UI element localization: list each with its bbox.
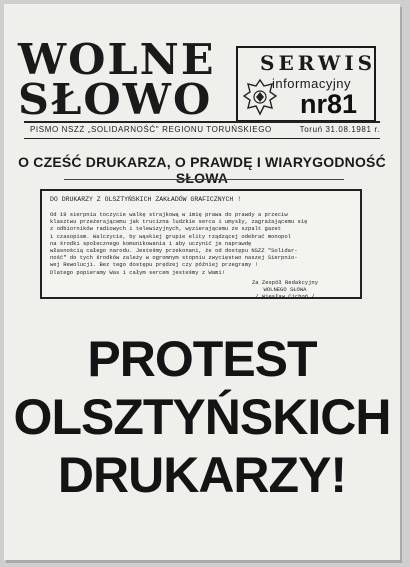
serwis-box: [236, 46, 376, 122]
protest-line2: OLSZTYŃSKICH: [13, 389, 391, 445]
protest-headline: [4, 330, 400, 504]
headline-rule: [64, 179, 344, 180]
informacyjny-label: informacyjny: [272, 76, 351, 91]
notice-salutation: DO DRUKARZY Z OLSZTYŃSKICH ZAKŁADÓW GRAFICZNYCH !: [50, 196, 242, 203]
notice-line: ność" do tych środków zależy w ogromnym stopniu zwycięstwo naszej Sierpnio-: [50, 254, 298, 262]
protest-line3: DRUKARZY!: [57, 447, 347, 503]
notice-line: i czasopism. Walczycie, by wąskiej grupie elity rządzącej odebrać monopol: [50, 232, 291, 240]
masthead-title-line2: SŁOWO: [18, 75, 213, 124]
protest-line1: PROTEST: [87, 331, 317, 387]
notice-signature: [252, 279, 318, 300]
notice-line: Dlatego popieramy Was i całym sercem jesteśmy z Wami!: [50, 268, 225, 276]
notice-box: [40, 189, 362, 299]
masthead-rule-top: [24, 121, 380, 123]
newsletter-page: [4, 4, 400, 560]
notice-body: [50, 211, 356, 276]
issue-date: Toruń 31.08.1981 r.: [299, 125, 380, 134]
notice-line: klasztwu przeżerającemu jak trucizna ludzkie serca i umysły, zagrażającemu się: [50, 218, 308, 226]
signature-line3: / Wiesław Cichoń /: [255, 293, 315, 300]
signature-line1: Za Zespół Redakcyjny: [252, 279, 319, 286]
headline: O CZEŚĆ DRUKARZA, O PRAWDĘ I WIARYGODNOŚĆ SŁOWA: [18, 154, 386, 186]
masthead-title: [18, 35, 222, 124]
issue-number: nr81: [300, 89, 358, 119]
notice-line: własnością całego narodu. Jesteśmy przekonani, że od dostępu NSZZ "Solidar-: [50, 247, 298, 255]
notice-line: z odbiorników radiowych i telewizyjnych, wyzierającemu ze szpalt gazet: [50, 225, 282, 233]
crest-icon: [242, 78, 278, 118]
notice-line: Od 19 sierpnia toczycie walkę strajkową w imię prawa do prawdy a przeciw: [50, 211, 288, 218]
notice-line: wej Rewolucji. Bez tego dostępu prędzej czy później przegramy !: [50, 261, 258, 269]
notice-line: na środki społecznego komunikowania i aby uczynić je naprawdę: [50, 239, 252, 247]
masthead-title-line1: WOLNE: [18, 35, 216, 84]
signature-line2: WOLNEGO SŁOWA: [263, 286, 307, 293]
masthead-rule-bottom: [24, 138, 380, 139]
serwis-label: SERWIS: [260, 51, 377, 75]
masthead-meta: [30, 125, 380, 137]
publisher-line: PISMO NSZZ „SOLIDARNOŚĆ" REGIONU TORUŃSKIEGO: [30, 125, 272, 134]
